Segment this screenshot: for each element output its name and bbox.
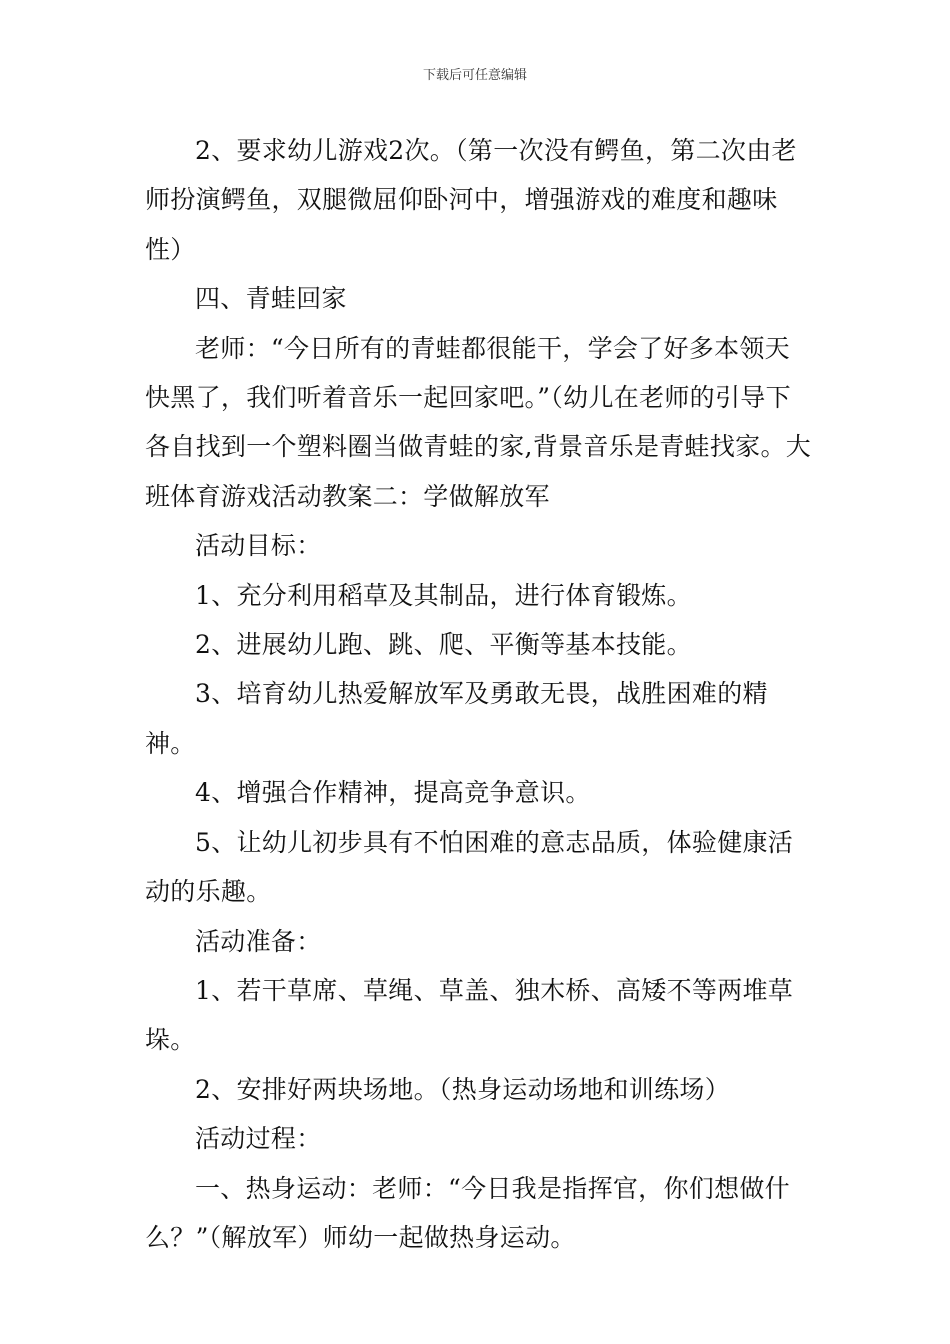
goal-item-5: 5、让幼儿初步具有不怕困难的意志品质，体验健康活动的乐趣。: [145, 827, 794, 907]
goal-item-4: 4、增强合作精神，提高竞争意识。: [195, 778, 591, 808]
prep-item-1: 1、若干草席、草绳、草盖、独木桥、高矮不等两堆草垛。: [145, 975, 794, 1055]
goal-item-2: 2、进展幼儿跑、跳、爬、平衡等基本技能。: [195, 630, 692, 660]
section-heading-frog-home: 四、青蛙回家: [195, 284, 347, 314]
paragraph-game-rules: 2、要求幼儿游戏2次。（第一次没有鳄鱼，第二次由老师扮演鳄鱼，双腿微屈仰卧河中，增强游戏的难度和趣味性）: [145, 136, 797, 264]
heading-activity-prep: 活动准备：: [195, 926, 322, 956]
heading-activity-process: 活动过程：: [195, 1124, 322, 1154]
document-body: [145, 126, 815, 1262]
goal-item-1: 1、充分利用稻草及其制品，进行体育锻炼。: [195, 580, 692, 610]
process-step-1: 一、热身运动：老师：“今日我是指挥官，你们想做什么？”（解放军）师幼一起做热身运动。: [145, 1173, 790, 1252]
page-header: 下载后可任意编辑: [422, 68, 527, 83]
prep-item-2: 2、安排好两块场地。（热身运动场地和训练场）: [195, 1074, 731, 1104]
heading-activity-goals: 活动目标：: [195, 531, 322, 561]
goal-item-3: 3、培育幼儿热爱解放军及勇敢无畏，战胜困难的精神。: [145, 679, 768, 758]
paragraph-teacher-speech: 老师：“今日所有的青蛙都很能干，学会了好多本领天快黑了，我们听着音乐一起回家吧。”（幼儿在老师的引导下各自找到一个塑料圈当做青蛙的家,背景音乐是青蛙找家。大班体育游戏活动教案二：学做解放军: [145, 333, 812, 511]
